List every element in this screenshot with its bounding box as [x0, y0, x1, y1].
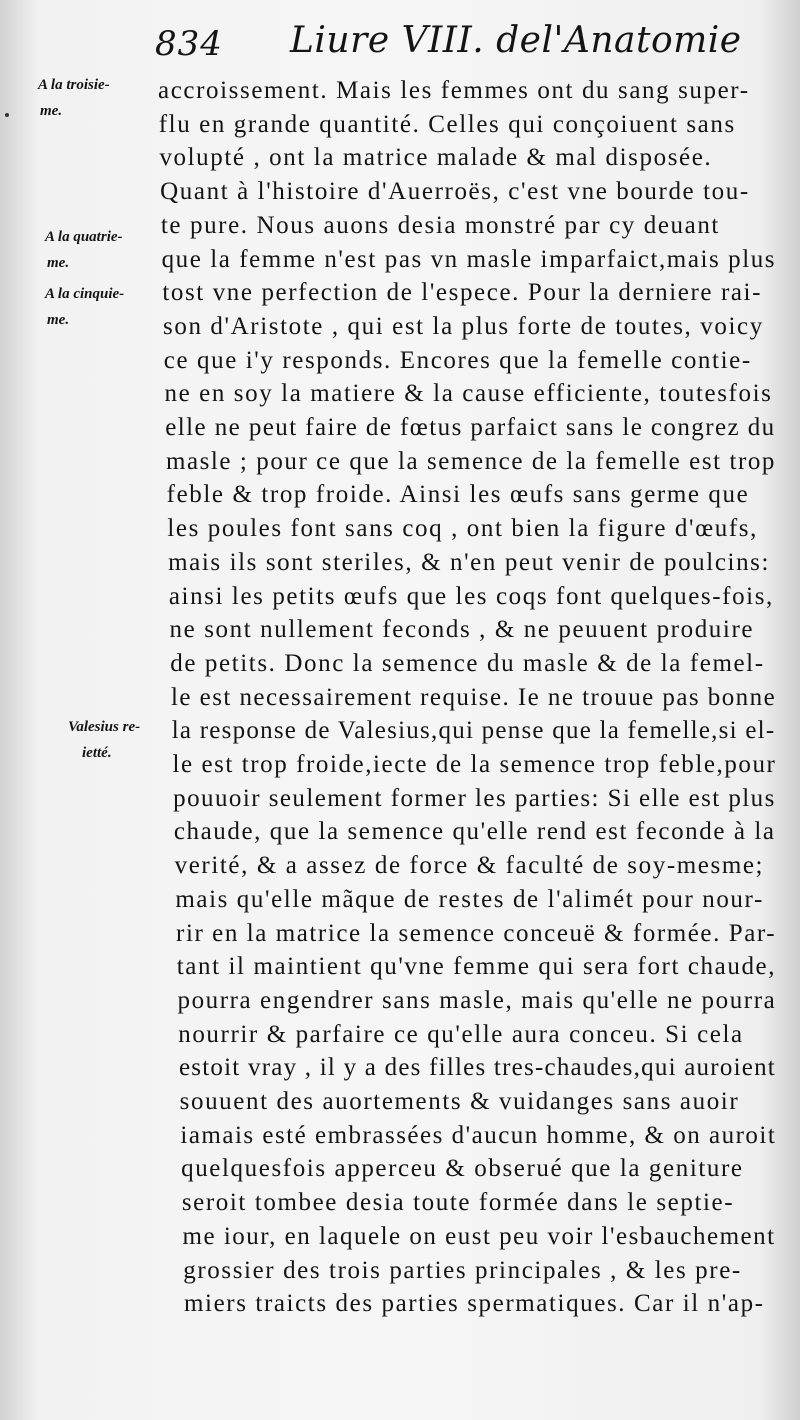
text-line: elle ne peut faire de fœtus parfaict sans le congrez du — [165, 414, 776, 441]
text-line: le est necessairement requise. Ie ne trouue pas bonne — [171, 683, 777, 711]
margin-note-line: A la cinquie- — [45, 286, 125, 302]
text-line: Quant à l'histoire d'Auerroës, c'est vne bourde tou- — [160, 178, 750, 206]
running-head: Liure VIII. del'Anatomie — [290, 20, 742, 61]
margin-note-line: A la troisie- — [38, 77, 110, 93]
text-line: estoit vray , il y a des filles tres-chaudes,qui auroient — [178, 1054, 776, 1082]
page-number: 834 — [155, 24, 223, 64]
text-line: ne en soy la matiere & la cause efficiente, toutesfois — [164, 380, 773, 408]
margin-note-line: me. — [47, 255, 70, 271]
text-line: chaude, que la semence qu'elle rend est feconde à la — [173, 818, 776, 846]
margin-note-line: ietté. — [82, 745, 112, 761]
margin-note-line: A la quatrie- — [45, 229, 123, 245]
text-line: pouuoir seulement former les parties: Si elle est plus — [173, 784, 776, 812]
text-line: souuent des auortements & vuidanges sans auoir — [179, 1088, 740, 1115]
margin-note-line: me. — [47, 312, 70, 328]
text-line: pourra engendrer sans masle, mais qu'elle ne pourra — [177, 986, 777, 1014]
text-line: ainsi les petits œufs que les coqs font quelques-fois, — [168, 582, 774, 610]
text-line: ce que i'y responds. Encores que la femelle contie- — [163, 346, 752, 374]
text-line: les poules font sans coq , ont bien la figure d'œufs, — [167, 515, 758, 543]
text-line: verité, & a assez de force & faculté de soy-mesme; — [174, 852, 765, 880]
margin-note-line: Valesius re- — [68, 719, 141, 735]
text-line: tost vne perfection de l'espece. Pour la derniere rai- — [162, 279, 763, 307]
text-line: accroissement. Mais les femmes ont du sang super- — [158, 77, 750, 104]
text-line: la response de Valesius,qui pense que la femelle,si el- — [171, 717, 776, 745]
text-line: tant il maintient qu'vne femme qui sera fort chaude, — [176, 953, 777, 981]
text-line: ne sont nullement feconds , & ne peuuent produire — [169, 616, 755, 644]
text-line: mais ils sont steriles, & n'en peut venir de poulcins: — [168, 548, 771, 576]
text-line: que la femme n'est pas vn masle imparfaict,mais plus — [161, 245, 777, 273]
text-line: masle ; pour ce que la semence de la femelle est trop — [165, 447, 777, 475]
margin-note-line: me. — [40, 103, 63, 119]
text-line: volupté , ont la matrice malade & mal disposée. — [159, 144, 713, 172]
text-line: nourrir & parfaire ce qu'elle aura conceu. Si cela — [178, 1020, 744, 1048]
text-line: te pure. Nous auons desia monstré par cy deuant — [160, 211, 720, 239]
text-line: son d'Aristote , qui est la plus forte de toutes, voicy — [163, 312, 764, 340]
text-line: feble & trop froide. Ainsi les œufs sans germe que — [166, 481, 750, 509]
text-line: flu en grande quantité. Celles qui conçoiuent sans — [158, 110, 736, 138]
text-line: quelquesfois apperceu & obserué que la geniture — [181, 1155, 744, 1183]
text-line: iamais esté embrassées d'aucun homme, & on auroit — [180, 1121, 777, 1149]
text-line: le est trop froide,iecte de la semence trop feble,pour — [172, 751, 777, 778]
text-line: rir en la matrice la semence conceuë & formée. Par- — [176, 919, 777, 947]
text-line: de petits. Donc la semence du masle & de la femel- — [170, 649, 765, 677]
text-line: me iour, en laquele on eust peu voir l'esbauchement — [182, 1222, 776, 1250]
text-line: miers traicts des parties spermatiques. Car il n'ap- — [184, 1290, 765, 1318]
text-line: seroit tombee desia toute formée dans le septie- — [181, 1189, 735, 1217]
text-line: mais qu'elle mãque de restes de l'alimét pour nour- — [175, 885, 764, 913]
text-line: grossier des trois parties principales , & les pre- — [183, 1256, 742, 1284]
